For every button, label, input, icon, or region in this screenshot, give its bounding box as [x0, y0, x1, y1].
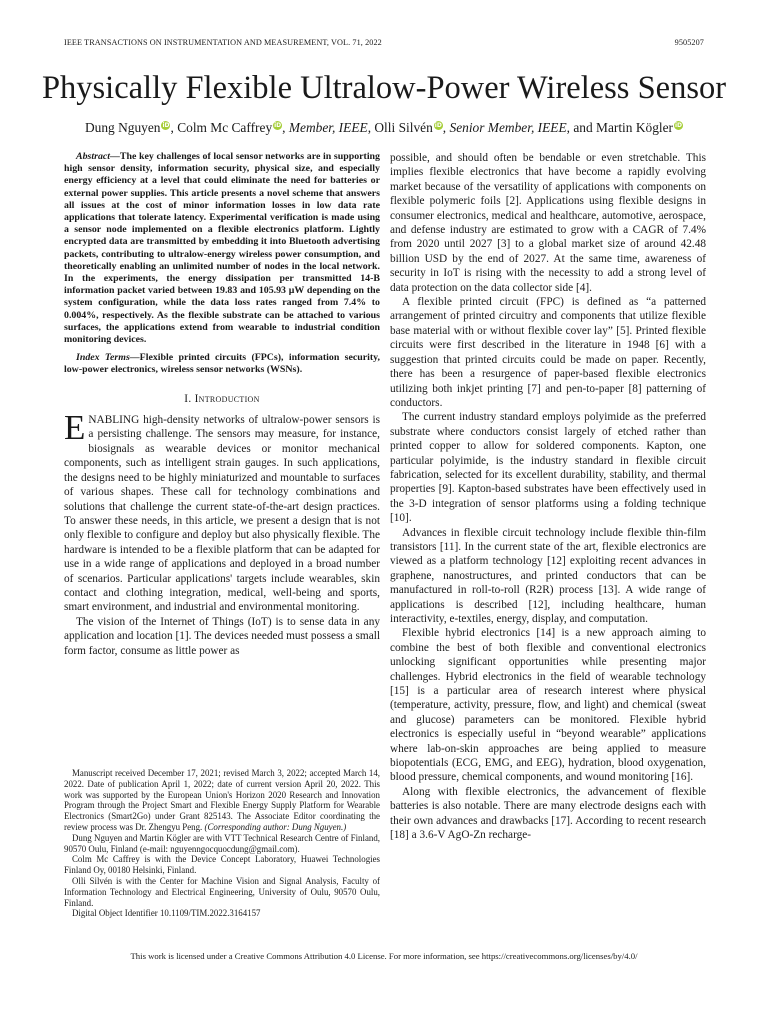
footnote: Colm Mc Caffrey is with the Device Concept Laboratory, Huawei Technologies Finland Oy, 00180 Helsinki, Finland. [64, 854, 380, 876]
body-paragraph: Along with flexible electronics, the advancement of flexible batteries is also notable. There are many electrode designs each with their own advances and drawbacks [17]. According to recent research [18] a 3.6-V AgO-Zn recharge- [390, 785, 706, 842]
license-notice: This work is licensed under a Creative Commons Attribution 4.0 License. For more information, see https://creativecommons.org/licenses/by/4.0/ [130, 951, 638, 961]
body-paragraph: Advances in flexible circuit technology include flexible thin-film transistors [11]. In the current state of the art, flexible electronics are viewed as a platform technology [12] exploiting recent advances in graphene, nanostructures, and printed conductors that can be manufactured in roll-to-roll (R2R) process [13]. A wide range of applications is described [12], including healthcare, human interactivity, e-textiles, energy, display, and computation. [390, 526, 706, 625]
author-name: Dung Nguyen [84, 120, 161, 135]
running-header [64, 38, 704, 47]
index-terms-label: Index Terms [76, 352, 130, 364]
author-role: Senior Member, IEEE [449, 120, 567, 135]
index-terms: Index Terms—Flexible printed circuits (FPCs), information security, low-power electronics, wireless sensor networks (WSNs). [64, 352, 381, 376]
abstract-label: Abstract [76, 151, 111, 162]
body-paragraph: A flexible printed circuit (FPC) is defined as “a patterned arrangement of printed circuitry and components that utilize flexible base material with or without flexible cover lay” [5]. Printed flexible circuits were first described in the literature in 1948 [6] with a suggestion that printed circuits could be made on paper. Recently, there has been a resurgence of paper-based flexible electronics utilizing both inkjet printing [7] and pen-to-paper [8] patterning of conductors. [390, 296, 706, 409]
footnote: Olli Silvén is with the Center for Machine Vision and Signal Analysis, Faculty of Information Technology and Electrical Engineering, University of Oulu, 90570 Oulu, Finland. [64, 875, 380, 908]
abstract-text: The key challenges of local sensor networks are in supporting high sensor density, information security, physical size, and especially energy efficiency at a level that could eliminate the need for batteries or external power supplies. This article presents a novel scheme that answers all issues at the cost of minor information losses in low data rate applications that tolerate latency. Experimental verification is made using a sensor node implemented on a flexible electronics platform. Lightly encrypted data are transmitted by embedding it into Bluetooth advertising packets, contributing to ultralow-energy wireless power consumption, and theoretically enabling an unlimited number of nodes in the local network. In the experiments, the energy dissipation per transmitted 14-B information packet varied between 19.83 and 105.93 μW depending on the system configuration, while the data loss rates ranged from 7.4% to 0.004%, respectively. As the flexible substrate can be attached to various surfaces, the applications extend from wearable to industrial condition monitoring devices. [64, 151, 380, 346]
intro-paragraph: ENABLING high-density networks of ultralow-power sensors is a persisting challenge. The sensors may measure, for instance, biosignals as wearable devices or monitor mechanical components, such as intelligent strain gauges. In such applications, the designs need to be highly miniaturized and mountable to surfaces of various shapes. These call for technology combinations and solutions that challenge the current state-of-the-art design practices. To answer these needs, in this article, we present a design that is not only flexible to configure and deploy but also physically flexible. The hardware is intended to be a flexible platform that can be adapted for use in a wide range of applications and deployed in a broad number of scenarios. Particular applications' targets include wearables, skin contact and clothing integration, medical, well-being and sports, smart environment, and industrial and environmental monitoring. [64, 408, 380, 614]
footnotes [64, 768, 380, 919]
author-line: Dung Nguyen iD, Colm Mc Caffrey iD, Member, IEEE, Olli Silvén iD, Senior Member, IEEE, and Martin Kögler iD [84, 120, 683, 135]
right-column [390, 151, 706, 843]
footnote: Dung Nguyen and Martin Kögler are with VTT Technical Research Centre of Finland, 90570 Oulu, Finland (e-mail: nguyenngocquocdung@gmail.com). [64, 832, 380, 854]
abstract: Abstract—The key challenges of local sensor networks are in supporting high sensor density, information security, physical size, and especially energy efficiency at a level that could eliminate the need for batteries or external power supplies. This article presents a novel scheme that answers all issues at the cost of minor information losses in low data rate applications that tolerate latency. Experimental verification is made using a sensor node implemented on a flexible electronics platform. Lightly encrypted data are transmitted by embedding it into Bluetooth advertising packets, contributing to ultralow-energy wireless power consumption, and theoretically enabling an unlimited number of nodes in the local network. In the experiments, the energy dissipation per transmitted 14-B information packet varied between 19.83 and 105.93 μW depending on the system configuration, while the data loss rates ranged from 7.4% to 0.004%, respectively. As the flexible substrate can be attached to various surfaces, the applications extend from wearable to industrial condition monitoring devices. [64, 151, 380, 346]
orcid-icon[interactable]: iD [162, 121, 170, 129]
orcid-icon[interactable]: iD [674, 121, 683, 129]
author-name: Colm Mc Caffrey [177, 120, 273, 135]
paper-title: Physically Flexible Ultralow-Power Wireless Sensor [41, 70, 727, 106]
journal-name: IEEE TRANSACTIONS ON INSTRUMENTATION AND MEASUREMENT, VOL. 71, 2022 [64, 38, 382, 47]
intro-paragraph: The vision of the Internet of Things (IoT) is to sense data in any application and location [1]. The devices needed must possess a small form factor, consume as little power as [64, 615, 380, 657]
footnote: Manuscript received December 17, 2021; revised March 3, 2022; accepted March 14, 2022. Date of publication April 1, 2022; date of current version April 20, 2022. This work was supported by the European Union's Horizon 2020 Research and Innovation Program through the Project Smart and Flexible Energy Supply Platform for Wearable Electronics (Smart2Go) under Grant 825143. The Associate Editor coordinating the review process was Dr. Zhengyu Peng. (Corresponding author: Dung Nguyen.) [64, 768, 380, 832]
author-role: Member, IEEE [288, 120, 368, 135]
article-number: 9505207 [674, 38, 704, 47]
left-column [64, 151, 380, 658]
author-name: Olli Silvén [374, 120, 433, 135]
section-heading: I. Introduction [184, 392, 260, 405]
drop-cap: E [64, 408, 86, 448]
index-terms-text: Flexible printed circuits (FPCs), information security, low-power electronics, wireless sensor networks (WSNs). [64, 352, 381, 376]
footnote-doi: Digital Object Identifier 10.1109/TIM.2022.3164157 [72, 908, 261, 919]
author-name: Martin Kögler [596, 120, 674, 135]
body-paragraph: possible, and should often be bendable or even stretchable. This implies flexible electronics that have become a rapidly evolving market because of the versatility of applications with components on flexible polymeric foils [2]. Applications using flexible designs in consumer electronics, medical and healthcare, automotive, aerospace, and defense industry are estimated to grow with a CAGR of 7.4% from 2020 until 2027 [3] to a global market size of around 42.48 billion USD by the end of 2027. At the same time, awareness of security in IoT is rising with the necessity to add a strong level of data protection on the data collector side [4]. [390, 152, 706, 294]
body-paragraph: The current industry standard employs polyimide as the preferred substrate where conductors consist largely of etched rather than printed copper to allow for soldered components. Kapton, one particular polyimide, is the industry standard in flexible circuit fabrication, selected for its excellent durability, stability, and thermal properties [9]. Kapton-based substrates have been effectively used in the 3-D integration of sensor platforms using a folding technique [10]. [390, 411, 706, 525]
orcid-icon[interactable]: iD [274, 121, 282, 129]
body-paragraph: Flexible hybrid electronics [14] is a new approach aiming to combine the best of both flexible and conventional electronics unlocking significant opportunities while presenting major challenges. Hybrid electronics in the field of wearable technology [15] is a particular area of research interest where physical (temperature, activity, pressure, flow, and light) and chemical (sweat and glucose) parameters can be monitored. Flexible hybrid electronics is especially useful in “beyond wearable” applications where lab-on-skin approaches are being applied to measure biopotentials (ECG, EMG, and EEG), hydration, blood oxygenation, blood pressure, chemical components, and wound monitoring [16]. [390, 627, 706, 784]
corresponding-author: (Corresponding author: Dung Nguyen.) [204, 821, 347, 832]
orcid-icon[interactable]: iD [434, 121, 442, 129]
